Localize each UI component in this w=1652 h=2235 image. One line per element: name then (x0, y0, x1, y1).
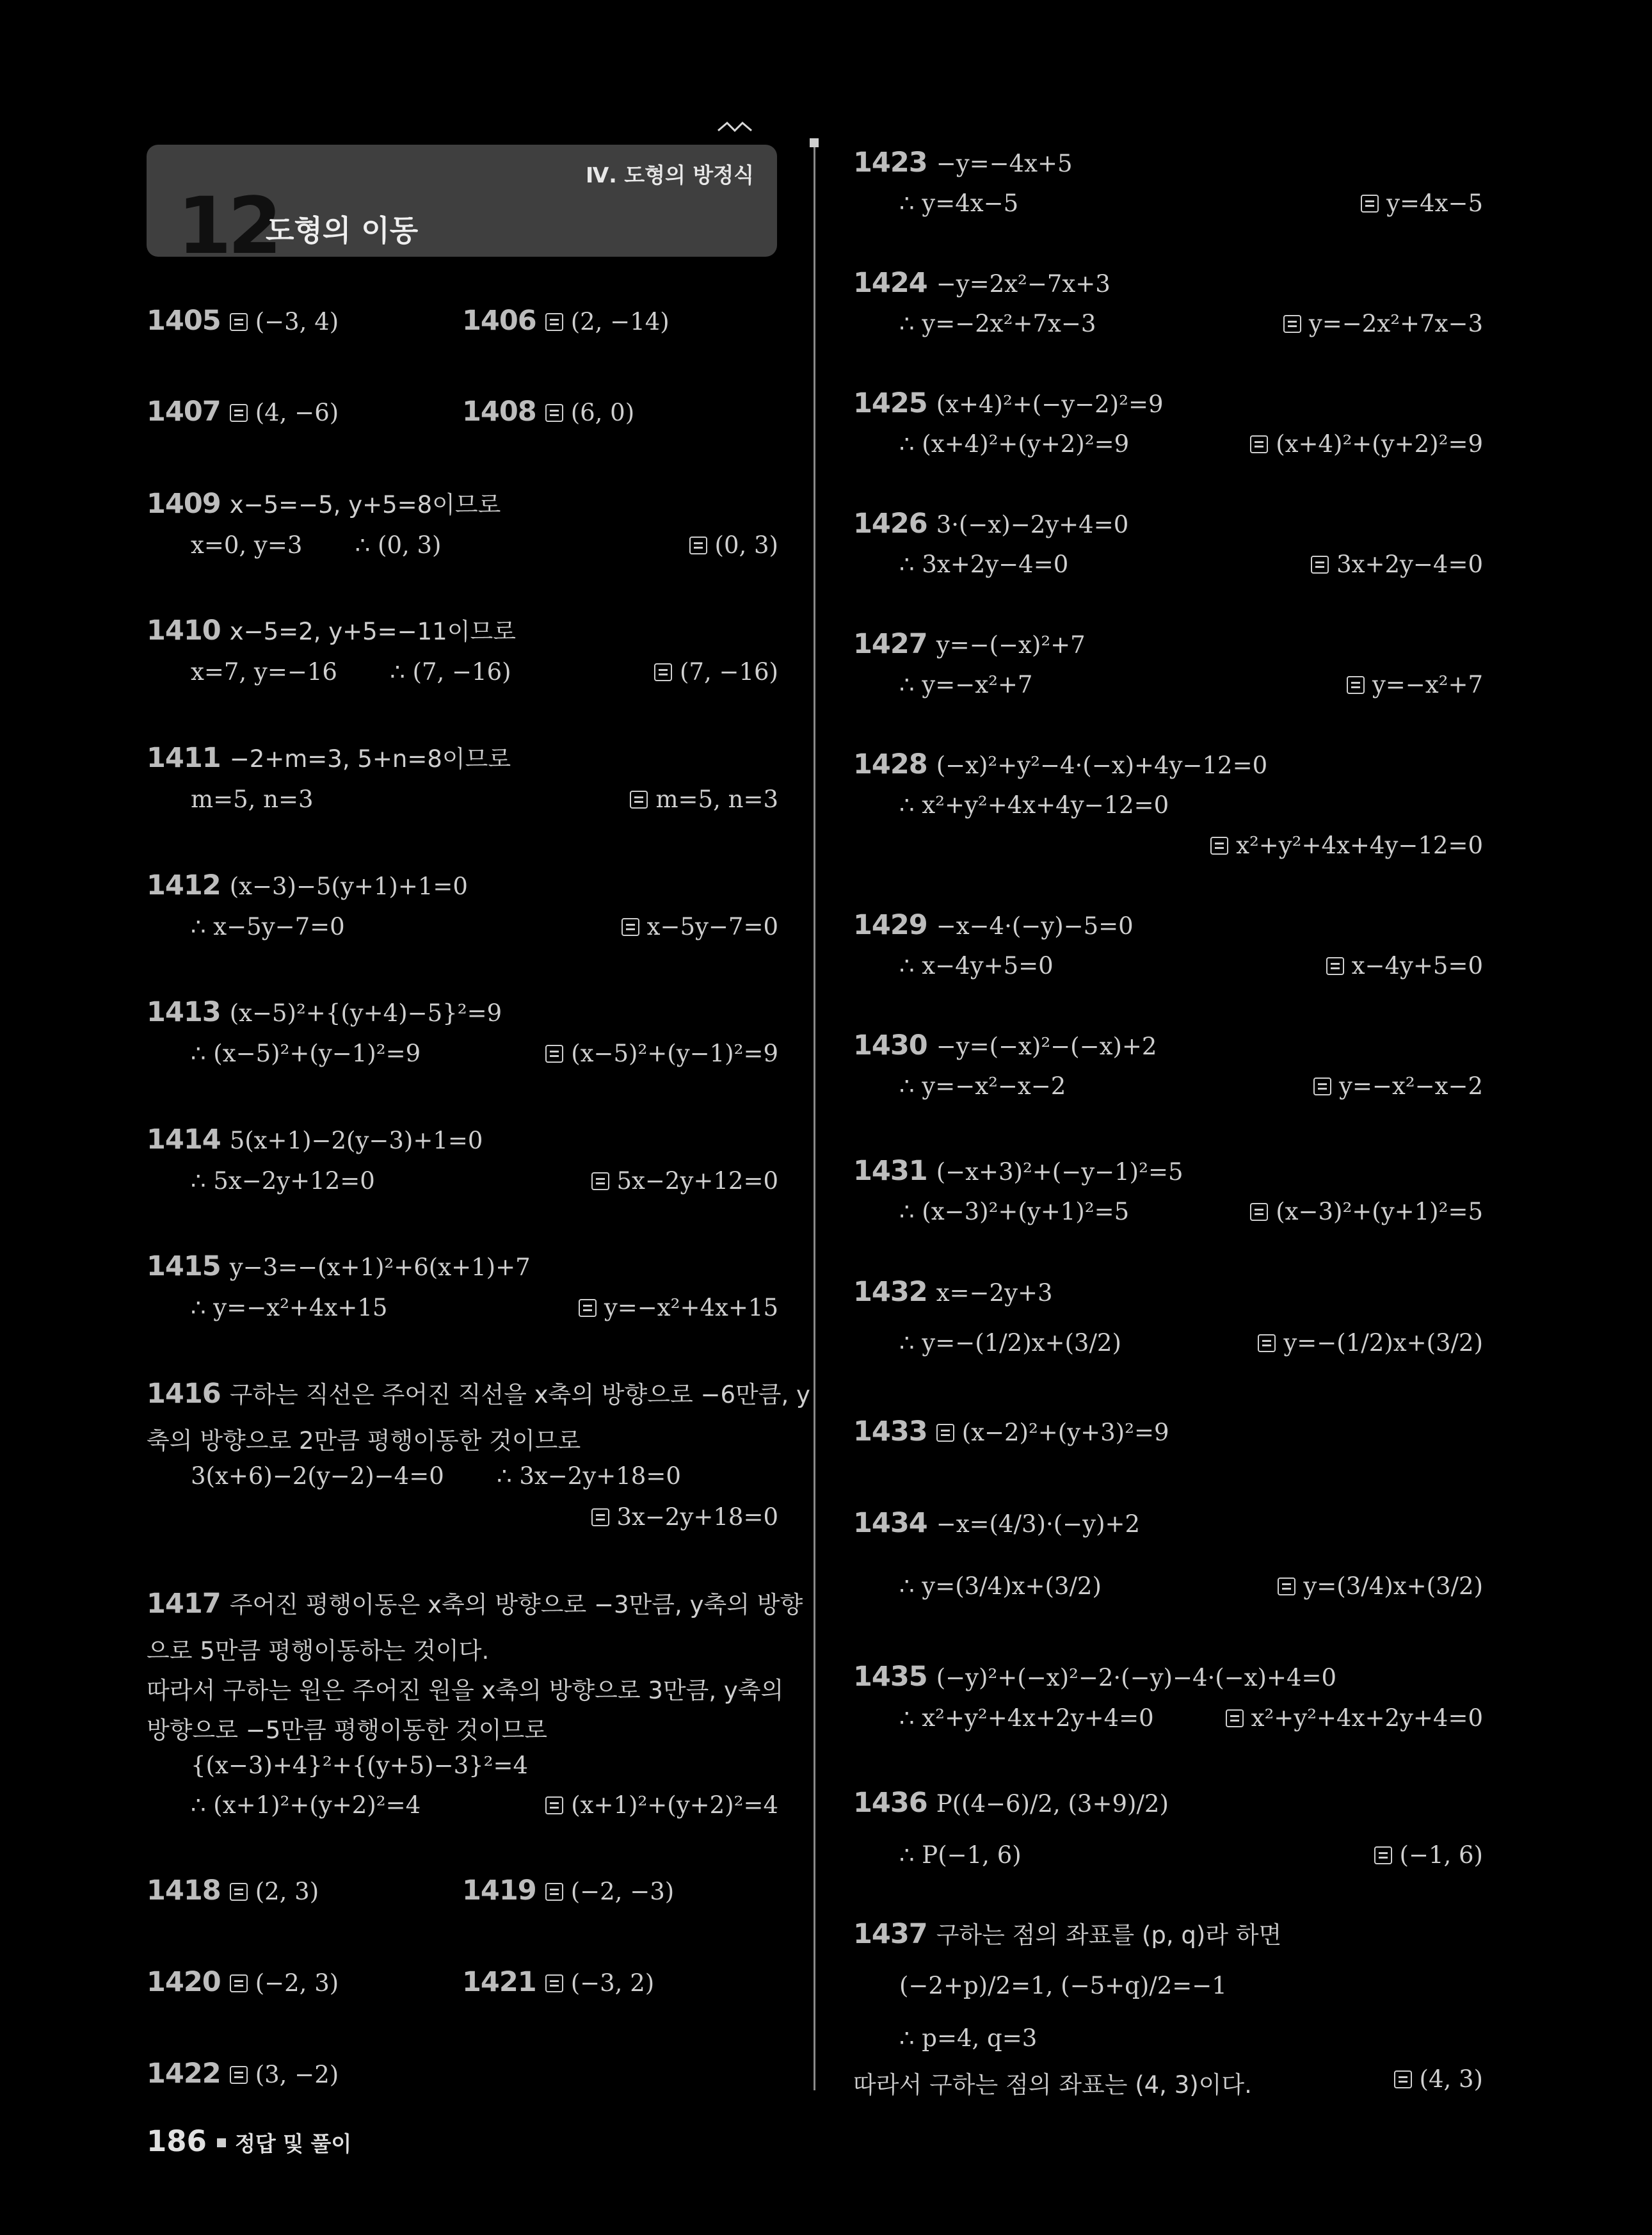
answer-icon (1226, 1709, 1244, 1727)
problem-1431 (853, 1155, 1183, 1187)
problem-number: 1408 (462, 396, 536, 428)
problem-1416 (147, 1380, 810, 1408)
problem-number: 1427 (853, 628, 927, 660)
answer (1226, 1704, 1483, 1732)
answer-text: 3x−2y+18=0 (616, 1503, 778, 1531)
answer-text: (0, 3) (714, 531, 778, 559)
answer-text: (3, −2) (255, 2061, 339, 2088)
footer-label: 정답 및 풀이 (234, 2131, 352, 2156)
answer-icon (1347, 676, 1365, 694)
solution-line: ∴ 3x+2y−4=0 (899, 551, 1069, 578)
answer-icon (1313, 1077, 1331, 1095)
solution-line: ∴ y=−(1/2)x+(3/2) (899, 1329, 1121, 1357)
solution-line: (−x)²+y²−4·(−x)+4y−12=0 (936, 752, 1268, 779)
solution-line: ∴ x−5y−7=0 (191, 913, 345, 940)
solution-line: (−y)²+(−x)²−2·(−y)−4·(−x)+4=0 (936, 1664, 1337, 1691)
answer (1313, 1072, 1483, 1100)
answer (579, 1294, 778, 1321)
answer (630, 786, 778, 813)
answer-icon (545, 404, 563, 422)
bullet-square-icon (217, 2138, 226, 2147)
solution-line: −x=(4/3)·(−y)+2 (936, 1510, 1141, 1538)
answer-text: y=(3/4)x+(3/2) (1303, 1572, 1483, 1600)
solution-line: 3(x+6)−2(y−2)−4=0 ∴ 3x−2y+18=0 (191, 1462, 681, 1490)
answer-icon (1394, 2070, 1412, 2088)
problem-number: 1429 (853, 909, 927, 941)
solution-line: ∴ x−4y+5=0 (899, 952, 1054, 980)
solution-line: −y=(−x)²−(−x)+2 (936, 1033, 1157, 1060)
solution-line: {(x−3)+4}²+{(y+5)−3}²=4 (191, 1752, 529, 1779)
solution-line: (−x+3)²+(−y−1)²=5 (936, 1158, 1183, 1186)
solution-line: 구하는 점의 좌표를 (p, q)라 하면 (936, 1921, 1282, 1949)
solution-line: 구하는 직선은 주어진 직선을 x축의 방향으로 −6만큼, y (229, 1381, 810, 1408)
problem-1405 (147, 307, 339, 335)
answer-icon (545, 1045, 563, 1063)
solution-line: x−5=−5, y+5=8이므로 (229, 491, 501, 519)
solution-line: x−5=2, y+5=−11이므로 (229, 618, 516, 645)
answer-icon (545, 1883, 563, 1901)
problem-1421 (462, 1966, 655, 1998)
problem-number: 1425 (853, 387, 927, 419)
problem-1433 (853, 1418, 1169, 1446)
answer-icon (1311, 556, 1329, 574)
problem-number: 1406 (462, 305, 536, 337)
unit-label: Ⅳ. 도형의 방정식 (585, 163, 754, 188)
problem-number: 1410 (147, 615, 221, 647)
problem-number: 1420 (147, 1966, 221, 1998)
answer (545, 1040, 778, 1067)
solution-line: 5(x+1)−2(y−3)+1=0 (229, 1127, 483, 1154)
solution-line: x=0, y=3 ∴ (0, 3) (191, 531, 442, 559)
problem-1428 (853, 748, 1268, 780)
problem-number: 1433 (853, 1416, 927, 1448)
problem-1422 (147, 2060, 339, 2088)
answer-text: (x−5)²+(y−1)²=9 (571, 1040, 778, 1067)
answer-icon (630, 791, 648, 809)
answer-icon (1250, 435, 1268, 453)
answer-text: x²+y²+4x+2y+4=0 (1251, 1704, 1483, 1732)
solution-line: ∴ y=−x²+7 (899, 671, 1033, 698)
answer (1374, 1841, 1483, 1869)
problem-1418 (147, 1877, 319, 1905)
problem-1437 (853, 1918, 1282, 1950)
column-divider (814, 141, 815, 2090)
answer-icon (579, 1299, 597, 1317)
problem-number: 1423 (853, 147, 927, 179)
problem-number: 1405 (147, 305, 221, 337)
problem-number: 1426 (853, 508, 927, 540)
answer (1347, 671, 1483, 698)
answer (1250, 430, 1483, 458)
solution-line: ∴ (x+1)²+(y+2)²=4 (191, 1791, 421, 1819)
problem-number: 1424 (853, 267, 927, 299)
solution-line: 따라서 구하는 원은 주어진 원을 x축의 방향으로 3만큼, y축의 (147, 1677, 784, 1704)
solution-line: 축의 방향으로 2만큼 평행이동한 것이므로 (147, 1427, 581, 1455)
answer-text: (7, −16) (679, 658, 778, 686)
problem-number: 1436 (853, 1787, 927, 1819)
answer-text: (−1, 6) (1399, 1841, 1483, 1869)
answer-text: (x−2)²+(y+3)²=9 (961, 1419, 1169, 1446)
answer-icon (230, 404, 248, 422)
answer-text: y=−2x²+7x−3 (1308, 310, 1483, 337)
answer (1326, 952, 1483, 980)
answer (1361, 190, 1483, 217)
solution-line: ∴ P(−1, 6) (899, 1841, 1022, 1869)
problem-1411 (147, 742, 511, 774)
solution-line: ∴ y=−x²−x−2 (899, 1072, 1066, 1100)
answer-text: (−2, −3) (570, 1878, 675, 1905)
solution-line: ∴ p=4, q=3 (899, 2024, 1038, 2052)
problem-number: 1411 (147, 742, 221, 774)
solution-line: ∴ y=4x−5 (899, 190, 1019, 217)
answer-text: y=−x²−x−2 (1338, 1072, 1483, 1100)
problem-number: 1417 (147, 1588, 221, 1620)
chevron-up-icon (716, 117, 754, 142)
solution-line: 방향으로 −5만큼 평행이동한 것이므로 (147, 1716, 547, 1744)
problem-number: 1430 (853, 1029, 927, 1061)
answer-text: (−3, 2) (570, 1969, 655, 1997)
answer-text: 5x−2y+12=0 (616, 1167, 778, 1195)
answer-text: 3x+2y−4=0 (1336, 551, 1483, 578)
problem-number: 1413 (147, 996, 221, 1028)
answer-icon (1250, 1203, 1268, 1221)
solution-line: ∴ (x−3)²+(y+1)²=5 (899, 1198, 1130, 1225)
problem-number: 1428 (853, 748, 927, 780)
answer-icon (689, 537, 707, 554)
problem-1429 (853, 909, 1134, 941)
answer-text: x²+y²+4x+4y−12=0 (1236, 832, 1483, 859)
page-number: 186 (147, 2124, 207, 2158)
answer-text: (4, −6) (255, 399, 339, 426)
answer-icon (230, 1974, 248, 1992)
solution-line: ∴ (x+4)²+(y+2)²=9 (899, 430, 1130, 458)
problem-1412 (147, 869, 468, 901)
problem-1415 (147, 1250, 531, 1282)
problem-1409 (147, 490, 501, 518)
answer-icon (230, 1883, 248, 1901)
answer-icon (545, 313, 563, 331)
answer-text: (−2, 3) (255, 1969, 339, 1997)
answer-text: (2, −14) (570, 308, 670, 335)
solution-line: ∴ y=−2x²+7x−3 (899, 310, 1096, 337)
answer-text: (x−3)²+(y+1)²=5 (1276, 1198, 1483, 1225)
answer-text: (−3, 4) (255, 308, 339, 335)
answer-icon (936, 1424, 954, 1442)
solution-line: 따라서 구하는 점의 좌표는 (4, 3)이다. (853, 2071, 1252, 2099)
answer-icon (230, 313, 248, 331)
answer-text: (4, 3) (1419, 2065, 1483, 2093)
answer-icon (1326, 957, 1344, 975)
problem-1420 (147, 1966, 339, 1998)
answer-icon (230, 2066, 248, 2084)
problem-1435 (853, 1663, 1336, 1691)
answer (1283, 310, 1483, 337)
answer-text: (x+4)²+(y+2)²=9 (1276, 430, 1483, 458)
problem-1434 (853, 1507, 1141, 1539)
solution-line: −y=−4x+5 (936, 150, 1073, 177)
problem-1425 (853, 387, 1164, 419)
problem-number: 1421 (462, 1966, 536, 1998)
chapter-header (147, 145, 777, 271)
solution-line: −2+m=3, 5+n=8이므로 (229, 745, 511, 773)
answer (545, 1791, 778, 1819)
problem-1406 (462, 307, 670, 335)
solution-line: (x+4)²+(−y−2)²=9 (936, 391, 1164, 418)
problem-number: 1418 (147, 1875, 221, 1907)
solution-line: x=−2y+3 (936, 1279, 1053, 1307)
solution-line: −y=2x²−7x+3 (936, 270, 1111, 298)
solution-line: −x−4·(−y)−5=0 (936, 912, 1134, 940)
problem-number: 1432 (853, 1276, 927, 1308)
answer-text: x−4y+5=0 (1351, 952, 1483, 980)
answer-text: y=−x²+7 (1372, 671, 1483, 698)
problem-number: 1422 (147, 2058, 221, 2090)
answer-text: y=4x−5 (1386, 190, 1483, 217)
answer-icon (622, 918, 639, 936)
problem-number: 1419 (462, 1875, 536, 1907)
answer-icon (1374, 1846, 1392, 1864)
answer (1278, 1572, 1483, 1600)
answer (591, 1167, 778, 1195)
solution-line: ∴ x²+y²+4x+4y−12=0 (899, 791, 1169, 819)
problem-number: 1437 (853, 1918, 927, 1950)
answer-icon (1283, 315, 1301, 333)
answer (1210, 832, 1483, 859)
problem-number: 1435 (853, 1661, 927, 1693)
solution-line: ∴ 5x−2y+12=0 (191, 1167, 375, 1195)
page-footer (147, 2124, 351, 2158)
solution-line: P((4−6)/2, (3+9)/2) (936, 1790, 1169, 1818)
solution-line: (x−3)−5(y+1)+1=0 (229, 873, 468, 900)
answer-icon (591, 1172, 609, 1190)
problem-number: 1414 (147, 1124, 221, 1156)
problem-number: 1412 (147, 869, 221, 901)
solution-line: ∴ y=(3/4)x+(3/2) (899, 1572, 1102, 1600)
solution-line: ∴ (x−5)²+(y−1)²=9 (191, 1040, 421, 1067)
solution-line: (x−5)²+{(y+4)−5}²=9 (229, 999, 502, 1027)
answer-text: (x+1)²+(y+2)²=4 (571, 1791, 778, 1819)
answer-icon (591, 1508, 609, 1526)
answer-icon (1210, 837, 1228, 855)
problem-1419 (462, 1877, 674, 1905)
problem-1407 (147, 398, 339, 426)
problem-1426 (853, 510, 1128, 538)
solution-line: ∴ y=−x²+4x+15 (191, 1294, 388, 1321)
problem-number: 1407 (147, 396, 221, 428)
answer-text: y=−(1/2)x+(3/2) (1283, 1329, 1483, 1357)
solution-line: 3·(−x)−2y+4=0 (936, 511, 1129, 538)
chapter-number: 12 (177, 181, 278, 271)
answer (591, 1503, 778, 1531)
answer (689, 531, 778, 559)
solution-line: y=−(−x)²+7 (936, 631, 1086, 659)
answer-icon (545, 1796, 563, 1814)
divider-marker (810, 138, 819, 147)
solution-line: m=5, n=3 (191, 786, 314, 813)
answer-text: m=5, n=3 (655, 786, 778, 813)
problem-number: 1415 (147, 1250, 221, 1282)
answer (622, 913, 778, 940)
answer-icon (545, 1974, 563, 1992)
problem-1417 (147, 1590, 803, 1618)
problem-number: 1434 (853, 1507, 927, 1539)
solution-line: 으로 5만큼 평행이동하는 것이다. (147, 1637, 490, 1665)
problem-1436 (853, 1789, 1169, 1817)
answer (1258, 1329, 1483, 1357)
problem-1430 (853, 1029, 1157, 1061)
problem-1413 (147, 996, 502, 1028)
problem-1423 (853, 149, 1073, 177)
solution-line: (−2+p)/2=1, (−5+q)/2=−1 (899, 1972, 1227, 1999)
solution-line: ∴ x²+y²+4x+2y+4=0 (899, 1704, 1154, 1732)
problem-1410 (147, 617, 516, 645)
answer-icon (654, 663, 672, 681)
answer-icon (1361, 195, 1379, 213)
answer (654, 658, 778, 686)
answer-text: y=−x²+4x+15 (604, 1294, 778, 1321)
answer-icon (1278, 1577, 1295, 1595)
problem-number: 1431 (853, 1155, 927, 1187)
solution-line: y−3=−(x+1)²+6(x+1)+7 (229, 1254, 531, 1281)
problem-1427 (853, 628, 1086, 660)
problem-number: 1409 (147, 488, 221, 520)
answer-text: (2, 3) (255, 1878, 319, 1905)
answer-text: x−5y−7=0 (646, 913, 778, 940)
answer (1311, 551, 1483, 578)
solution-line: 주어진 평행이동은 x축의 방향으로 −3만큼, y축의 방향 (229, 1591, 803, 1618)
problem-number: 1416 (147, 1378, 221, 1410)
problem-1432 (853, 1276, 1053, 1308)
problem-1424 (853, 267, 1111, 299)
answer-icon (1258, 1334, 1276, 1352)
chapter-title: 도형의 이동 (266, 213, 419, 248)
solution-line: x=7, y=−16 ∴ (7, −16) (191, 658, 511, 686)
problem-1408 (462, 398, 634, 426)
answer (1394, 2065, 1483, 2093)
answer (1250, 1198, 1483, 1225)
problem-1414 (147, 1126, 483, 1154)
answer-text: (6, 0) (570, 399, 635, 426)
